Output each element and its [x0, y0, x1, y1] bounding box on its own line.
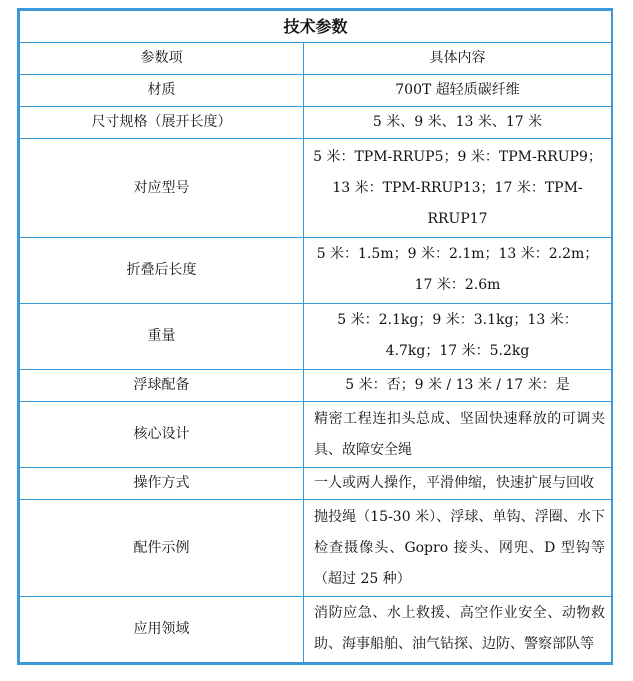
row-value: 5 米、9 米、13 米、17 米: [304, 107, 612, 139]
row-name: 应用领域: [20, 596, 304, 662]
row-value: 一人或两人操作，平滑伸缩，快速扩展与回收: [304, 468, 612, 500]
row-name: 折叠后长度: [20, 237, 304, 303]
row-value: 5 米：TPM-RRUP5；9 米：TPM-RRUP9；13 米：TPM-RRUP13；17 米：TPM-RRUP17: [304, 139, 612, 237]
row-name: 核心设计: [20, 402, 304, 468]
row-name: 对应型号: [20, 139, 304, 237]
row-name: 尺寸规格（展开长度）: [20, 107, 304, 139]
table-title: 技术参数: [20, 11, 612, 43]
table-row: [20, 468, 612, 500]
table-row: [20, 75, 612, 107]
row-value: 抛投绳（15-30 米）、浮球、单钩、浮圈、水下检查摄像头、Gopro 接头、网兜、D 型钩等（超过 25 种）: [304, 500, 612, 596]
row-value: 精密工程连扣头总成、坚固快速释放的可调夹具、故障安全绳: [304, 402, 612, 468]
row-name: 浮球配备: [20, 370, 304, 402]
table-row: [20, 107, 612, 139]
row-value: 700T 超轻质碳纤维: [304, 75, 612, 107]
table-row: [20, 237, 612, 303]
row-name: 操作方式: [20, 468, 304, 500]
header-content: 具体内容: [304, 43, 612, 75]
table-row: [20, 370, 612, 402]
table-row: [20, 596, 612, 662]
row-value: 消防应急、水上救援、高空作业安全、动物救助、海事船舶、油气钻探、边防、警察部队等: [304, 596, 612, 662]
header-row: [20, 43, 612, 75]
table-row: [20, 139, 612, 237]
spec-table-frame: [17, 8, 613, 665]
row-name: 材质: [20, 75, 304, 107]
row-value: 5 米：否；9 米 / 13 米 / 17 米：是: [304, 370, 612, 402]
header-param: 参数项: [20, 43, 304, 75]
row-name: 重量: [20, 303, 304, 369]
table-row: [20, 303, 612, 369]
row-value: 5 米：1.5m；9 米：2.1m；13 米：2.2m；17 米：2.6m: [304, 237, 612, 303]
table-row: [20, 402, 612, 468]
row-name: 配件示例: [20, 500, 304, 596]
spec-table: [19, 10, 612, 663]
table-row: [20, 500, 612, 596]
row-value: 5 米：2.1kg；9 米：3.1kg；13 米：4.7kg；17 米：5.2kg: [304, 303, 612, 369]
title-row: [20, 11, 612, 43]
